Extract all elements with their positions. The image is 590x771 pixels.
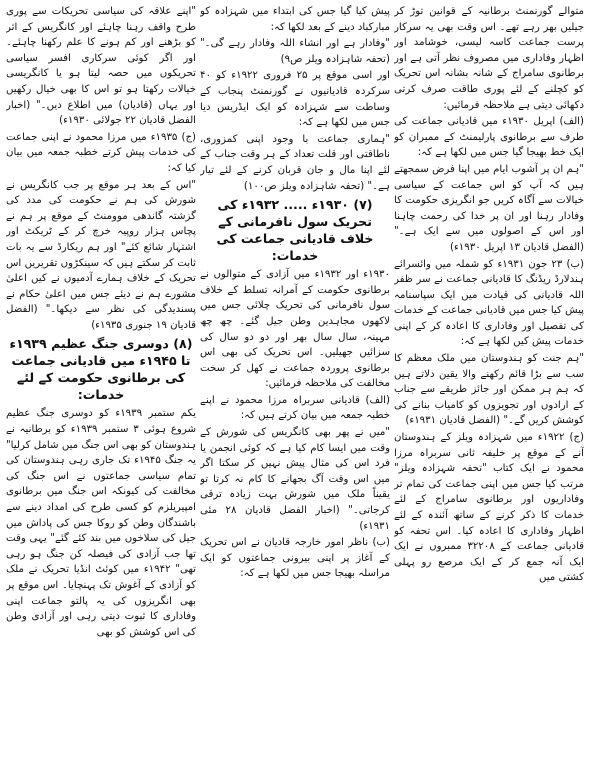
paragraph: "میں نے پھر بھی کانگریس کی شورش کے وقت میں ایسا کام کیا ہے کہ کوئی انجمن یا فرد اس کی مثال پیش نہیں کر سکتا اگر میں اس وقت آگ بجھانے کا کام نہ کرتا تو یقیناً ملک میں شورش بہت زیادہ ترقی کرجاتی۔" (اخبار الفضل قادیان ۲۸ مئی ۱۹۳۱ء) [200, 427, 390, 532]
paragraph: ۱۹۳۰ء اور ۱۹۳۲ء میں آزادی کے متوالوں نے برطانوی حکومت کے آمرانہ تسلط کے خلاف سول نافرمانی کی تحریک چلائی جس میں لاکھوں مجاہدین وطن جیل گئے۔ چھ چھ مہینہ، سال سال بھر اور دو دو سال کی سزائیں جھیلیں۔ اس تحریک کی بھی اس برطانوی پروردہ جماعت نے کھل کر سخت مخالفت کی ملاحظہ فرمائیں: [200, 269, 390, 390]
paragraph: (ب) ناظر امور خارجہ قادیان نے اس تحریک کے آغاز پر اپنی بیرونی جماعتوں کو ایک مراسلہ بھیجا جس میں لکھا ہے کہ: [200, 537, 390, 580]
paragraph: (ب) ۲۳ جون ۱۹۳۱ء کو شملہ میں وائسرائے ہندلارڈ ریڈنگ کا قادیانی جماعت نے سر ظفر اللہ قادیانی کی قیادت میں ایک سپاسنامہ پیش کیا جس میں قادیانی جماعت کے خدمات کی تفصیل اور وفاداری کا اعادہ کر کے اپنی خدمات پیش کیں لکھا ہے کہ: [394, 258, 584, 348]
paragraph: "ہم جنت کو ہندوستان میں ملک معظم کا سب سے بڑا قائم رکھنے والا یقین دلاتے ہیں کہ ہم ہر ممکن اور جائز طریقے سے جناب کے ارادوں اور تجویزوں کو کامیاب بنانے کی کوشش کریں گے۔" (الفضل قادیان ۱۹۳۱ء) [394, 353, 584, 427]
paragraph: (ج) ۱۹۳۵ء میں مرزا محمود نے اپنی جماعت کی خدمات پیش کرتے خطبہ جمعہ میں بیان کیا کہ: [6, 131, 196, 174]
section-heading: (۷) ۱۹۳۰ء ..... ۱۹۳۲ء کی تحریک سول نافرمانی کے خلاف قادیانی جماعت کی خدمات: [216, 197, 374, 264]
text-column-right [394, 4, 584, 766]
paragraph: (الف) اپریل ۱۹۳۰ء میں قادیانی جماعت کی طرف سے برطانوی پارلیمنٹ کے ممبران کو ایک خط بھیجا گیا جس میں لکھا ہے کہ: [394, 116, 584, 159]
paragraph: "اپنے علاقہ کی سیاسی تحریکات سے پوری طرح واقف رہنا چاہئے اور کانگریس کے اثر کو بڑھنے اور کم ہونے کا علم رکھنا چاہئے۔ اور اگر کوئی سرکاری افسر سیاسی تحریکوں میں حصہ لیتا ہو یا کانگریسی خیالات رکھتا ہو تو اس کا بھی خیال رکھیں اور یہاں (قادیان) میں اطلاع دیں۔" (اخبار الفضل قادیان ۲۲ جولائی ۱۹۳۰ء) [6, 6, 196, 127]
paragraph: اور اسی موقع پر ۲۵ فروری ۱۹۲۲ء کو ۴۰ سرکردہ قادیانیوں نے گورنمنٹ پنجاب کے وساطت سے شہزادہ کو ایک ایڈریس دیا جس میں لکھا ہے کہ: [200, 70, 390, 129]
text-column-left [6, 4, 196, 766]
paragraph: (الف) قادیانی سربراہ مرزا محمود نے اپنے خطبہ جمعہ میں بیان کرتے ہیں کہ: [200, 394, 390, 422]
section-heading: (۸) دوسری جنگ عظیم ۱۹۳۹ء تا ۱۹۴۵ء میں قادیانی جماعت کی برطانوی حکومت کے لئے خدمات: [9, 336, 193, 403]
paragraph: متوالے گورنمنٹ برطانیہ کے قوانین توڑ کر جیلیں بھر رہے تھے۔ اس وقت بھی یہ سرکار پرست جماعت کاسہ لیسی، خوشامد اور اظہار وفاداری میں مصروف نظر آتی ہے اور برطانوی سامراج کے شانہ بشانہ اس تحریک کو کچلنے کے لئے پوری طاقت صرف کرتی دکھائی دیتی ہے ملاحظہ فرمائیں: [394, 6, 584, 111]
paragraph: "وفادار ہے اور انشاء اللہ وفادار رہے گی۔" (تحفہ شاہزادہ ویلز ص۹) [200, 38, 390, 65]
paragraph: "اس کے بعد ہر موقع پر جب کانگریس نے شورش کی ہم نے حکومت کی مدد کی گزشتہ گاندھی موومنٹ کے موقع پر ہم نے پچاس ہزار روپیہ خرچ کر کے ٹریکٹ اور اشتہار شائع کئے" اور ہم ریکارڈ سے یہ بات ثابت کر سکتے ہیں کہ سینکڑوں تقریریں اس تحریک کے خلاف ہمارے آدمیوں نے کیں اعلیٰ مشورے ہم نے دیئے جس میں اعلیٰ حکام نے پسندیدگی کی نظر سے دیکھا۔" (الفضل قادیان ۱۹ جنوری ۱۹۳۵ء) [6, 179, 196, 331]
paragraph: (ج) ۱۹۲۲ء میں شہزادہ ویلز کے ہندوستان آنے کے موقع پر خلیفہ ثانی سربراہ مرزا محمود نے ایک کتاب "تحفہ شہزادہ ویلز" مرتب کیا جس میں اپنی جماعت کی تمام تر وفاداریوں اور برطانوی سامراج کے لئے خدمات کا ذکر کرنے کے ساتھ آئندہ کے لئے اظہار وفاداری کا اعادہ کیا۔ اس تحفہ کو قادیانی جماعت کے ۳۲۲۰۸ ممبروں نے ایک ایک آنہ جمع کر کے ایک مرصع رو پہلی کشتی میں [394, 432, 584, 584]
text-column-middle [200, 4, 390, 766]
paragraph: پیش کیا گیا جس کی ابتداء میں شہزادہ کو مبارکباد دینے کے بعد لکھا کہ: [200, 6, 390, 33]
paragraph: "ہم ان پر آشوب ایام میں اپنا فرض سمجھتے ہیں کہ آپ کو اس جماعت کے سیاسی خیالات سے آگاہ کریں جو انگریزی حکومت کا وفادار رہنا اور ان پر خدا کی رحمت چاہنا اور اس کے اصولوں میں سے ایک ہے۔" (الفضل قادیان ۱۳ اپریل ۱۹۳۰ء) [394, 163, 584, 253]
paragraph: یکم ستمبر ۱۹۳۹ء کو دوسری جنگ عظیم شروع ہوئی ۳ ستمبر ۱۹۳۹ء کو برطانیہ نے ہندوستان کو بھی اس جنگ میں شامل کرلیا" یہ جنگ ۱۹۴۵ء تک جاری رہی ہندوستان کی تمام سیاسی جماعتوں نے اس جنگ کی مخالفت کی کیونکہ اس جنگ میں برطانوی امپیریلزم کو کسی طرح کی امداد دینے سے باشندگان وطن کو روکا جس کی پاداش میں جیل کی سلاخوں میں بند کئے گئے" یہی وقت تھا جب آزادی کی فیصلہ کن جنگ ہو رہی تھی" ۱۹۴۲ء میں کوئٹ انڈیا تحریک نے ملک کو آزادی کے آغوش تک پہنچایا۔ اس موقع پر بھی انگریزوں کی یہ پالتو جماعت اپنی وفاداری کا ثبوت دیتی رہی اور آزادی وطن کی اس کوشش کو بھی [6, 408, 196, 638]
paragraph: "ہماری جماعت با وجود اپنی کمزوری، ناطاقتی اور قلت تعداد کے ہر وقت جناب کے لئے اپنا مال و جان قربان کرنے کے لئے تیار ہے۔" (تحفہ شاہزادہ ویلز ص۱۰۰) [200, 133, 390, 192]
